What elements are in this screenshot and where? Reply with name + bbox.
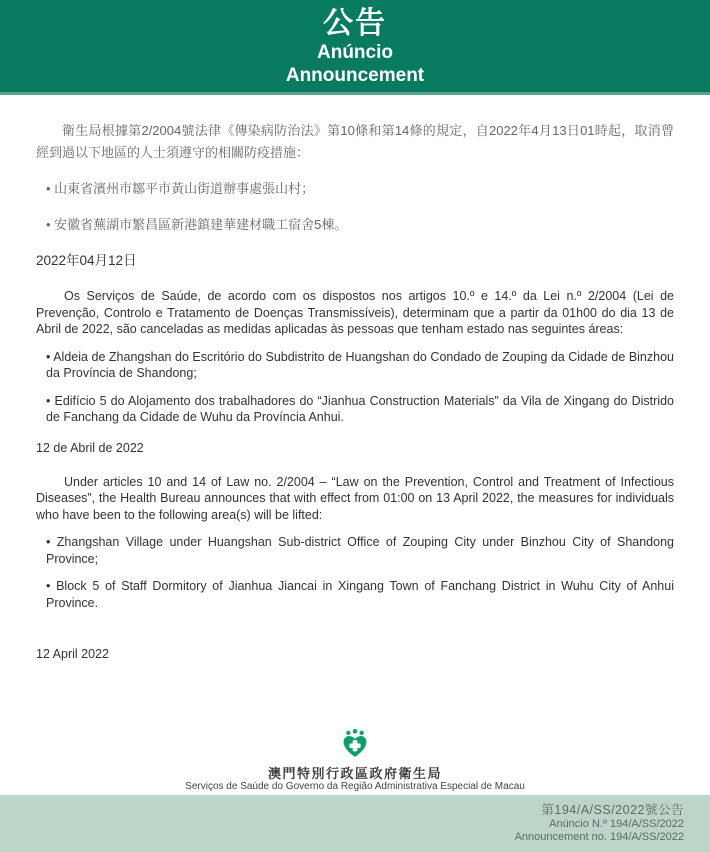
announcement-body [0,95,710,661]
announcement-number-pt: Anúncio N.º 194/A/SS/2022 [549,818,684,830]
page-title-zh: 公告 [323,7,387,40]
zh-bullet-item-1: • 山東省濱州市鄒平市黃山街道辦事處張山村； [46,181,315,196]
zh-paragraph: 衛生局根據第2/2004號法律《傳染病防治法》第10條和第14條的規定，自2022年4月13日01時起，取消曾經到過以下地區的人士須遵守的相關防疫措施： [36,123,674,160]
en-bullet-item-2: • Block 5 of Staff Dormitory of Jianhua Jiancai in Xingang Town of Fanchang District in Wuhu City of Anhui Province. [46,579,674,610]
organization-block [0,728,710,795]
en-bullet-item-1: • Zhangshan Village under Huangshan Sub-district Office of Zouping City under Binzhou City of Shandong Province; [46,535,674,566]
en-paragraph: Under articles 10 and 14 of Law no. 2/2004 – “Law on the Prevention, Control and Treatment of Infectious Diseases”, the Health Bureau announces that with effect from 01:00 on 13 April 2022, the measures for individuals who have been to the following area(s) will be lifted: [36,474,674,522]
pt-bullet-item-2: • Edifício 5 do Alojamento dos trabalhadores do “Jianhua Construction Materials” da Vila de Xingang do Distrido de Fanchang da Cidade de Wuhu da Província Anhui. [46,393,674,424]
announcement-number-en: Announcement no. 194/A/SS/2022 [514,831,684,843]
org-name-pt: Serviços de Saúde do Governo da Região Administrativa Especial de Macau [185,781,525,792]
health-bureau-heart-cross-logo-icon [0,728,710,765]
pt-paragraph: Os Serviços de Saúde, de acordo com os dispostos nos artigos 10.º e 14.º da Lei n.º 2/2004 (Lei de Prevenção, Controlo e Tratamento de Doenças Transmissíveis), determinam que a partir da 01h00 do dia 13 de Abril de 2022, são canceladas as medidas aplicadas às pessoas que tenham estado nas seguintes áreas: [36,289,674,336]
zh-date: 2022年04月12日 [36,253,137,268]
footer-band [0,795,710,852]
zh-bullet-item-2: • 安徽省蕪湖市繁昌區新港鎮建華建材職工宿舍5棟。 [46,217,348,232]
en-date: 12 April 2022 [36,647,109,661]
header-banner [0,0,710,95]
pt-date: 12 de Abril de 2022 [36,440,144,455]
page-title-en: Announcement [285,65,425,86]
org-name-zh: 澳門特別行政區政府衛生局 [267,766,442,781]
pt-bullet-item-1: • Aldeia de Zhangshan do Escritório do Subdistrito de Huangshan do Condado de Zouping da Cidade de Binzhou da Província de Shandong; [46,349,674,380]
page-title-pt: Anúncio [317,42,393,63]
announcement-number-zh: 第194/A/SS/2022號公告 [541,803,684,817]
